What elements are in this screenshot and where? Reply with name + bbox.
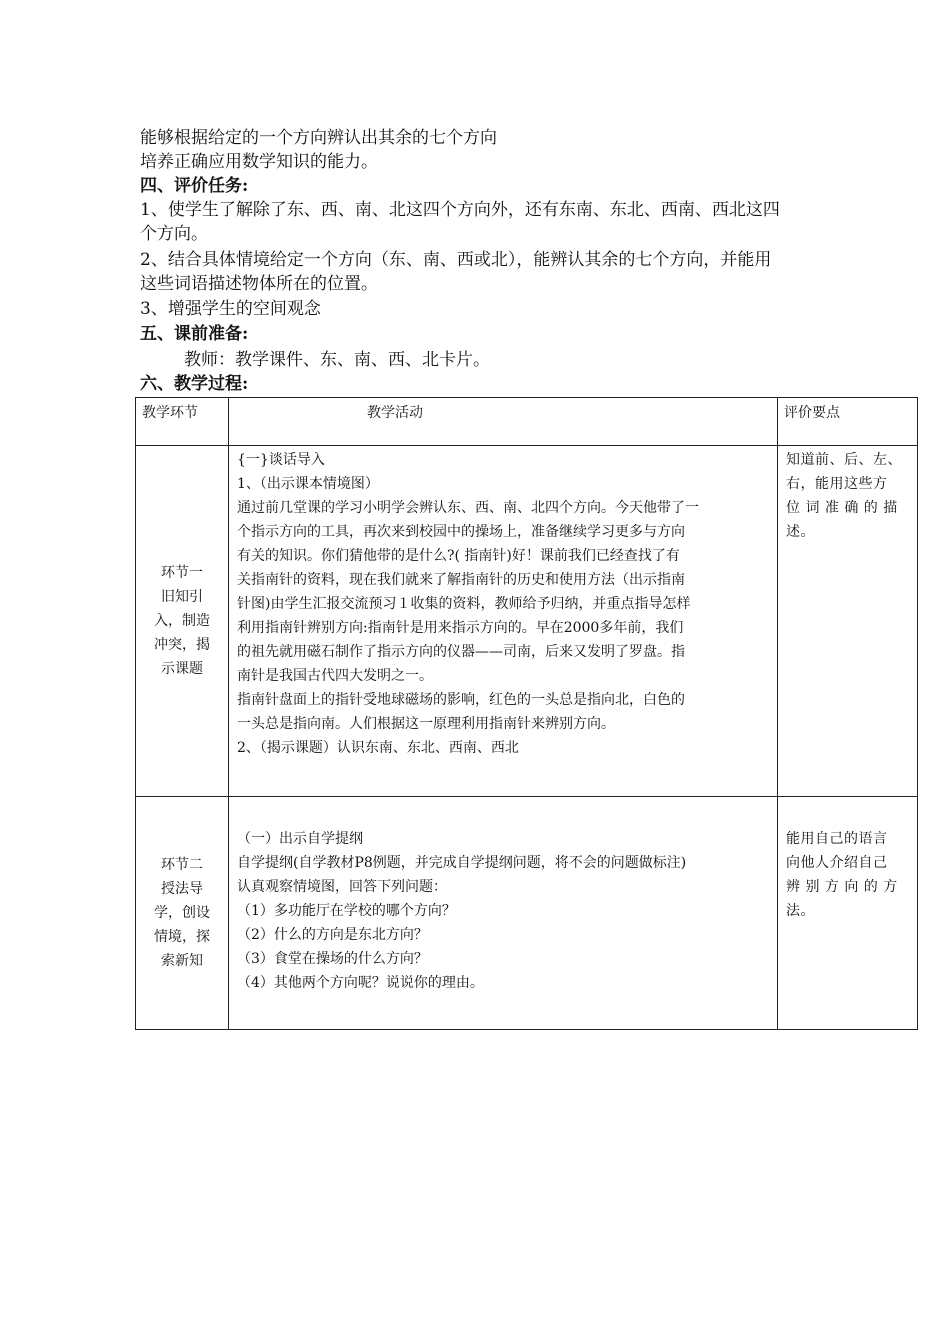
- activity-line: {一}谈话导入: [237, 452, 325, 468]
- activity-line: 个指示方向的工具，再次来到校园中的操场上，准备继续学习更多与方向: [237, 524, 685, 540]
- stage-line: 环节一: [161, 565, 203, 581]
- evaluation-line: 知道前、后、左、: [786, 452, 902, 468]
- activity-cell: [229, 797, 778, 1030]
- stage-line: 环节二: [161, 857, 203, 873]
- activity-line: 通过前几堂课的学习小明学会辨认东、西、南、北四个方向。今天他带了一: [237, 500, 699, 516]
- stage-line: 情境，探: [154, 929, 210, 945]
- section-6-title: 六、教学过程:: [140, 374, 249, 394]
- header-evaluation: 评价要点: [778, 398, 918, 446]
- stage-line: 学，创设: [154, 905, 210, 921]
- activity-line: （1）多功能厅在学校的哪个方向？: [237, 903, 456, 919]
- evaluation-line: 能用自己的语言: [786, 831, 888, 847]
- stage-line: 旧知引: [161, 589, 203, 605]
- evaluation-line: 述。: [786, 524, 815, 540]
- activity-line: （4）其他两个方向呢？说说你的理由。: [237, 975, 484, 991]
- stage-cell: [136, 446, 229, 797]
- activity-line: 认真观察情境图，回答下列问题：: [237, 879, 447, 895]
- stage-line: 冲突，揭: [154, 637, 210, 653]
- activity-line: （一）出示自学提纲: [237, 831, 363, 847]
- activity-line: 关指南针的资料，现在我们就来了解指南针的历史和使用方法（出示指南: [237, 572, 685, 588]
- stage-line: 入，制造: [154, 613, 210, 629]
- evaluation-line: 法。: [786, 903, 815, 919]
- evaluation-line: 辨 别 方 向 的 方: [786, 879, 898, 895]
- activity-line: 1、（出示课本情境图）: [237, 476, 379, 492]
- activity-line: 2、（揭示课题）认识东南、东北、西南、西北: [237, 740, 519, 756]
- activity-line: 针图)由学生汇报交流预习１收集的资料，教师给予归纳，并重点指导怎样: [237, 596, 691, 612]
- evaluation-line: 位 词 准 确 的 描: [786, 500, 898, 516]
- table-header-row: [136, 398, 918, 446]
- header-stage: 教学环节: [136, 398, 229, 446]
- activity-line: 指南针盘面上的指针受地球磁场的影响，红色的一头总是指向北，白色的: [237, 692, 685, 708]
- evaluation-cell: [778, 797, 918, 1030]
- section-4-line-4: 这些词语描述物体所在的位置。: [140, 274, 378, 294]
- section-4-line-3: 2、结合具体情境给定一个方向（东、南、西或北），能辨认其余的七个方向，并能用: [140, 250, 772, 270]
- evaluation-cell: [778, 446, 918, 797]
- section-4-line-5: 3、增强学生的空间观念: [140, 299, 321, 319]
- intro-line-1: 能够根据给定的一个方向辨认出其余的七个方向: [140, 128, 497, 148]
- table-row: [136, 797, 918, 1030]
- stage-line: 索新知: [161, 953, 203, 969]
- table-row: [136, 446, 918, 797]
- activity-cell: [229, 446, 778, 797]
- activity-line: 一头总是指向南。人们根据这一原理利用指南针来辨别方向。: [237, 716, 615, 732]
- section-4-title: 四、评价任务:: [140, 176, 249, 196]
- teaching-process-table: [135, 397, 918, 1030]
- section-5-text: 教师：教学课件、东、南、西、北卡片。: [184, 350, 490, 370]
- section-4-line-2: 个方向。: [140, 224, 208, 244]
- stage-line: 授法导: [161, 881, 203, 897]
- evaluation-line: 右，能用这些方: [786, 476, 888, 492]
- activity-line: 南针是我国古代四大发明之一。: [237, 668, 433, 684]
- activity-line: 的祖先就用磁石制作了指示方向的仪器——司南，后来又发明了罗盘。指: [237, 644, 685, 660]
- section-5-title: 五、课前准备:: [140, 324, 249, 344]
- header-activity: 教学活动: [229, 398, 778, 446]
- activity-line: 自学提纲(自学教材P8例题，并完成自学提纲问题，将不会的问题做标注): [237, 855, 687, 871]
- activity-line: 有关的知识。你们猜他带的是什么?( 指南针)好！课前我们已经查找了有: [237, 548, 680, 564]
- section-4-line-1: 1、使学生了解除了东、西、南、北这四个方向外，还有东南、东北、西南、西北这四: [140, 200, 780, 220]
- activity-line: 利用指南针辨别方向:指南针是用来指示方向的。早在2000多年前，我们: [237, 620, 684, 636]
- activity-line: （3）食堂在操场的什么方向？: [237, 951, 428, 967]
- activity-line: （2）什么的方向是东北方向？: [237, 927, 428, 943]
- intro-line-2: 培养正确应用数学知识的能力。: [140, 152, 378, 172]
- stage-line: 示课题: [161, 661, 203, 677]
- stage-cell: [136, 797, 229, 1030]
- evaluation-line: 向他人介绍自己: [786, 855, 888, 871]
